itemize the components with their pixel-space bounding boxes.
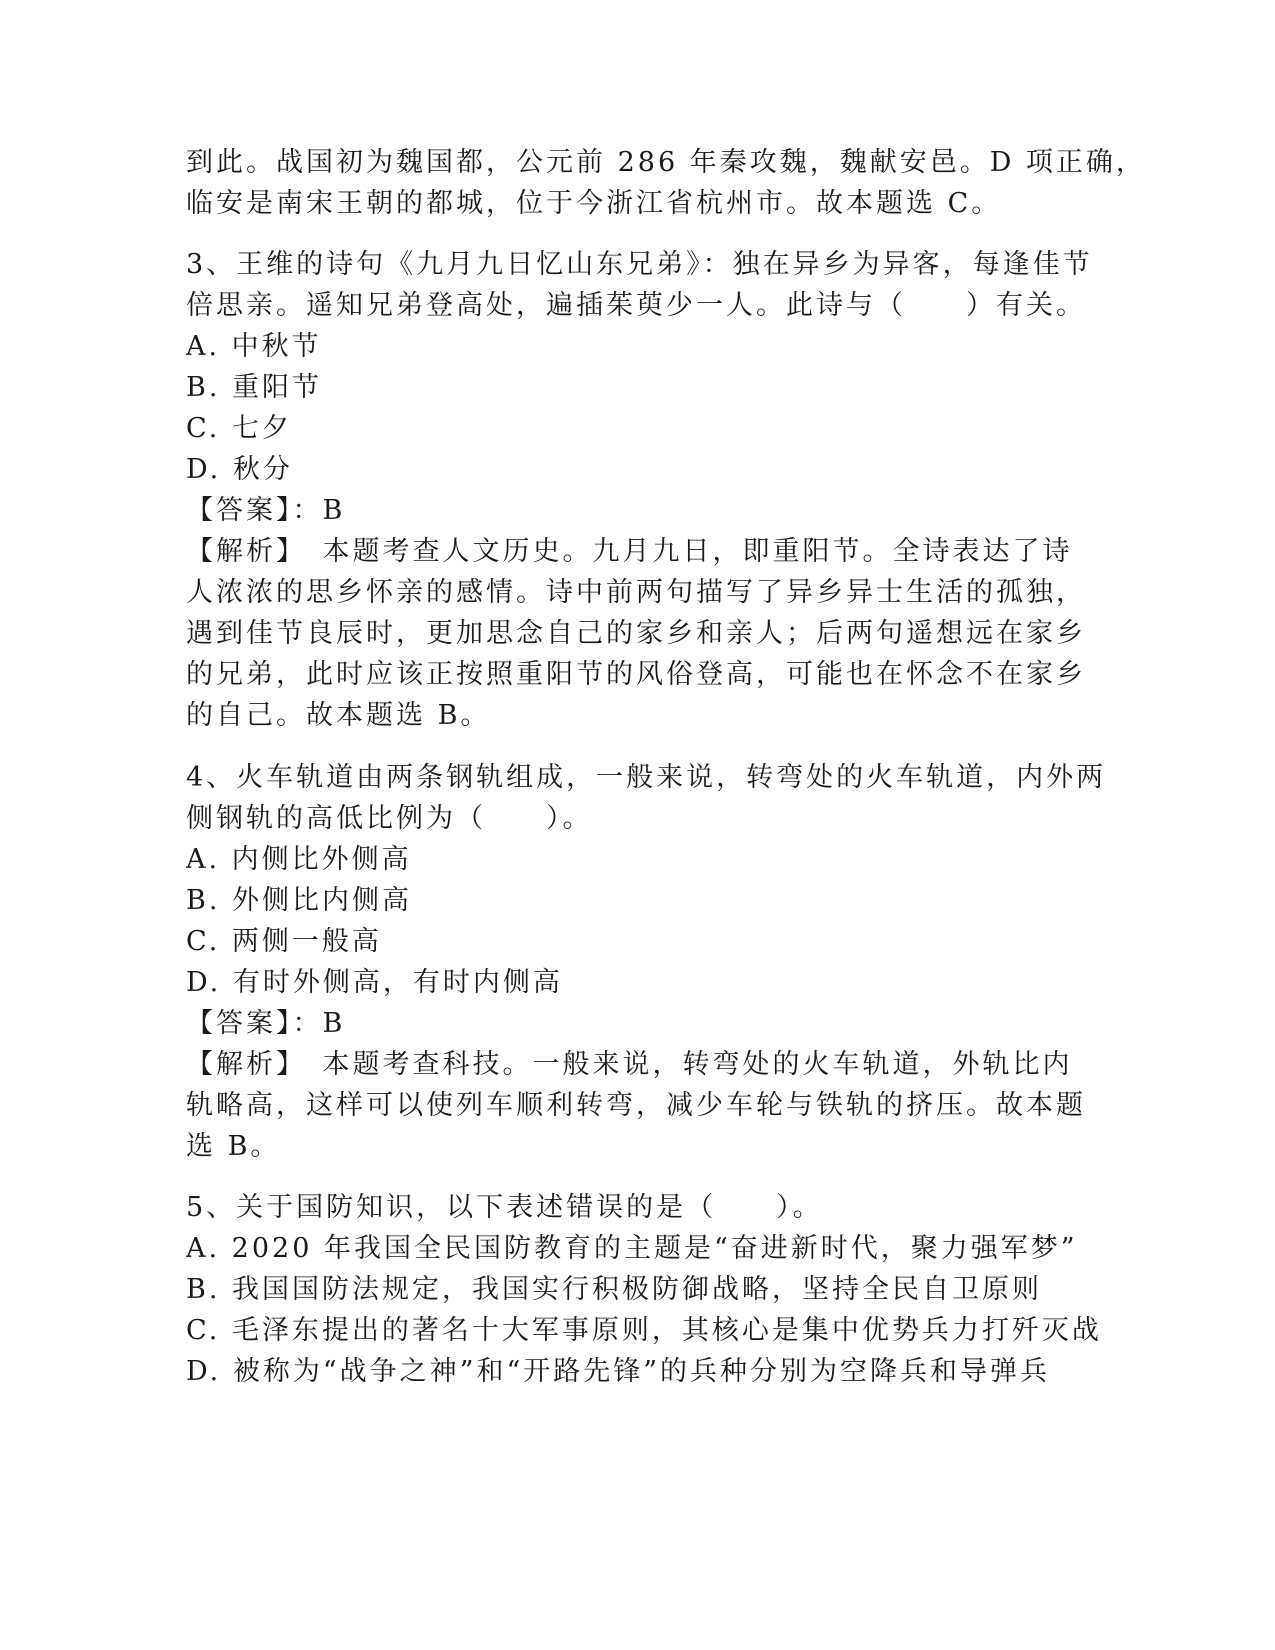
q3-analysis-line-4: 的兄弟，此时应该正按照重阳节的风俗登高，可能也在怀念不在家乡	[186, 659, 1086, 690]
q4-option-a: A. 内侧比外侧高	[186, 844, 412, 875]
q4-question-line-2: 侧钢轨的高低比例为（ ）。	[186, 803, 593, 834]
q3-option-a: A. 中秋节	[186, 331, 322, 362]
q4-option-c: C. 两侧一般高	[186, 926, 382, 957]
q3-analysis-line-2: 人浓浓的思乡怀亲的感情。诗中前两句描写了异乡异士生活的孤独，	[186, 577, 1086, 608]
q5-option-c: C. 毛泽东提出的著名十大军事原则，其核心是集中优势兵力打歼灭战	[186, 1315, 1102, 1346]
q4-question-line-1: 4、火车轨道由两条钢轨组成，一般来说，转弯处的火车轨道，内外两	[186, 762, 1107, 793]
q3-option-d: D. 秋分	[186, 454, 293, 485]
q5-question-line-1: 5、关于国防知识，以下表述错误的是（ ）。	[186, 1192, 823, 1223]
q4-option-b: B. 外侧比内侧高	[186, 885, 413, 916]
q5-option-d: D. 被称为“战争之神”和“开路先锋”的兵种分别为空降兵和导弹兵	[186, 1356, 1051, 1387]
q3-option-c: C. 七夕	[186, 413, 292, 444]
q5-option-b: B. 我国国防法规定，我国实行积极防御战略，坚持全民自卫原则	[186, 1274, 1043, 1305]
q3-question-line-2: 倍思亲。遥知兄弟登高处，遍插茱萸少一人。此诗与（ ）有关。	[186, 290, 1086, 321]
q3-analysis-line-5: 的自己。故本题选 B。	[186, 700, 491, 731]
q3-analysis-line-1: 【解析】 本题考查人文历史。九月九日，即重阳节。全诗表达了诗	[186, 536, 1073, 567]
q4-answer: 【答案】：B	[186, 1008, 346, 1039]
q4-analysis-line-1: 【解析】 本题考查科技。一般来说，转弯处的火车轨道，外轨比内	[186, 1049, 1073, 1080]
q4-analysis-line-2: 轨略高，这样可以使列车顺利转弯，减少车轮与铁轨的挤压。故本题	[186, 1090, 1086, 1121]
intro-line-2: 临安是南宋王朝的都城，位于今浙江省杭州市。故本题选 C。	[186, 188, 1002, 219]
q3-analysis-line-3: 遇到佳节良辰时，更加思念自己的家乡和亲人；后两句遥想远在家乡	[186, 618, 1086, 649]
intro-line-1: 到此。战国初为魏国都，公元前 286 年秦攻魏，魏献安邑。D 项正确，	[186, 147, 1146, 178]
q3-question-line-1: 3、王维的诗句《九月九日忆山东兄弟》：独在异乡为异客，每逢佳节	[186, 249, 1093, 280]
q5-option-a: A. 2020 年我国全民国防教育的主题是“奋进新时代，聚力强军梦”	[186, 1233, 1078, 1264]
q3-option-b: B. 重阳节	[186, 372, 323, 403]
q4-option-d: D. 有时外侧高，有时内侧高	[186, 967, 563, 998]
q3-answer: 【答案】：B	[186, 495, 346, 526]
q4-analysis-line-3: 选 B。	[186, 1131, 281, 1162]
